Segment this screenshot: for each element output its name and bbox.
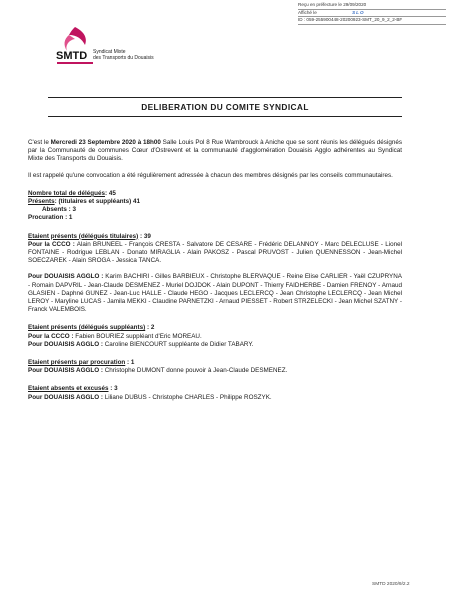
document-title-text: DELIBERATION DU COMITE SYNDICAL: [141, 102, 309, 112]
titulaires-ccco-label: Pour la CCCO :: [28, 240, 75, 248]
intro-date: Mercredi 23 Septembre 2020 à 18h00: [50, 139, 161, 146]
titulaires-da-label: Pour DOUAISIS AGGLO :: [28, 273, 104, 281]
total-label: Nombre total de délégués: [28, 189, 105, 197]
absents-heading: [28, 385, 402, 393]
absents-count: : 3: [108, 385, 118, 393]
procuration-da-text: Christophe DUMONT donne pouvoir à Jean-Claude DESMENEZ.: [102, 367, 288, 375]
intro-paragraph: [28, 139, 402, 164]
suppleants-ccco-text: Fabien BOURIEZ suppléant d'Eric MOREAU.: [73, 332, 202, 340]
titulaires-heading: [28, 233, 402, 241]
suppleants-da-text: Caroline BIENCOURT suppléante de Didier TABARY.: [102, 340, 254, 348]
page-reference: SMTD 2020/9/2.2: [372, 582, 410, 587]
titulaires-count: : 39: [138, 232, 151, 240]
titulaires-ccco-names: Alain BRUNEEL - François CRESTA - Salvatore DE CESARE - Frédéric DELANNOY - Marc DELECLUSE - Lionel FONTAINE - Rodrigue LEBLAN - Donato MIRAGLIA - Alain PAKOSZ - Pascal PRUVOST - Julien QUENNESSON - Jean-Michel SOECZAREK - Alain SROGA - Jessica TANCA.: [28, 240, 403, 265]
total-delegates: [28, 190, 402, 198]
smtd-logo: [55, 25, 95, 73]
present-label: Présents: [28, 198, 55, 206]
stamp-received: Reçu en préfecture le 29/09/2020: [298, 2, 446, 10]
stamp-posted-label: Affiché le: [298, 9, 317, 15]
absents-heading-text: Etaient absents et excusés: [28, 385, 109, 393]
absents-da-text: Liliane DUBUS - Christophe CHARLES - Philippe ROSZYK.: [102, 393, 272, 401]
stamp-signature: SLO: [352, 9, 365, 15]
total-value: : 45: [104, 189, 116, 197]
suppleants-count: : 2: [145, 324, 155, 332]
titulaires-heading-text: Etaient présents (délégués titulaires): [28, 232, 139, 240]
proxy-count: Procuration : 1: [28, 214, 73, 222]
stamp-id: ID : 059-255900448-20200923-SMT_20_9_2_2-BF: [298, 17, 446, 25]
absent-count: Absents : 3: [42, 206, 76, 214]
suppleants-ccco-label: Pour la CCCO :: [28, 332, 74, 340]
present-count: [28, 198, 402, 206]
suppleants-heading: [28, 324, 402, 332]
logo-name-line2: des Transports du Douaisis: [93, 54, 154, 61]
absents-da-label: Pour DOUAISIS AGGLO :: [28, 393, 103, 401]
stamp-posted: [298, 10, 446, 18]
absents-da: [28, 394, 402, 402]
present-value: : (titulaires et suppléants) 41: [54, 198, 140, 206]
titulaires-ccco: [28, 241, 402, 266]
convocation-paragraph: Il est rappelé qu'une convocation a été régulièrement adressée à chacun des membres désignés par les conseils communautaires.: [28, 171, 393, 179]
procuration-da-label: Pour DOUAISIS AGGLO :: [28, 367, 103, 375]
document-title: [48, 97, 402, 117]
suppleants-heading-text: Etaient présents (délégués suppléants): [28, 324, 146, 332]
logo-acronym: SMTD: [56, 50, 88, 62]
logo-name-line1: Syndicat Mixte: [93, 49, 126, 55]
procuration-heading: [28, 359, 402, 367]
titulaires-da-names: Karim BACHIRI - Gilles BARBIEUX - Christophe BLERVAQUE - Reine Elise CARLIER - Yaël CZUPRYNA - Romain DAPVRIL - Jean-Claude DESMENEZ - Muriel DOJDOK - Alain DUPONT - Thierry FAIDHERBE - Damien FRENOY - Arnaud GLASIEN - Daphné GUNEZ - Jean-Luc HALLE - Claude HEGO - Jacques LECLERCQ - Jean Christophe LECLERCQ - Jean Michel LEROY - Maryline LUCAS - Jamila MEKKI - Claudine PARNETZKI - Arnaud PIESSET - Robert STRZELECKI - Jean Michel SZATNY - Franck VALEMBOIS.: [28, 273, 402, 314]
suppleants-da-label: Pour DOUAISIS AGGLO :: [28, 340, 103, 348]
logo-caption: [93, 50, 154, 61]
procuration-count: : 1: [125, 359, 135, 367]
procuration-heading-text: Etaient présents par procuration: [28, 359, 126, 367]
intro-pre: C'est le: [28, 139, 51, 146]
suppleants-ccco: [28, 333, 402, 341]
suppleants-da: [28, 341, 402, 349]
intro-post: Salle Louis Pol 8 Rue Wambrouck à Aniche que se sont réunis les délégués désignés par la Communauté de communes Cœur d'Ostrevent et la communauté d'agglomération Douaisis Agglo adhérentes au Syndicat Mixte des Transports du Douaisis.: [28, 139, 402, 163]
prefecture-stamp: [298, 2, 446, 25]
procuration-da: [28, 367, 402, 375]
document-body: [28, 139, 402, 402]
titulaires-da: [28, 273, 402, 314]
